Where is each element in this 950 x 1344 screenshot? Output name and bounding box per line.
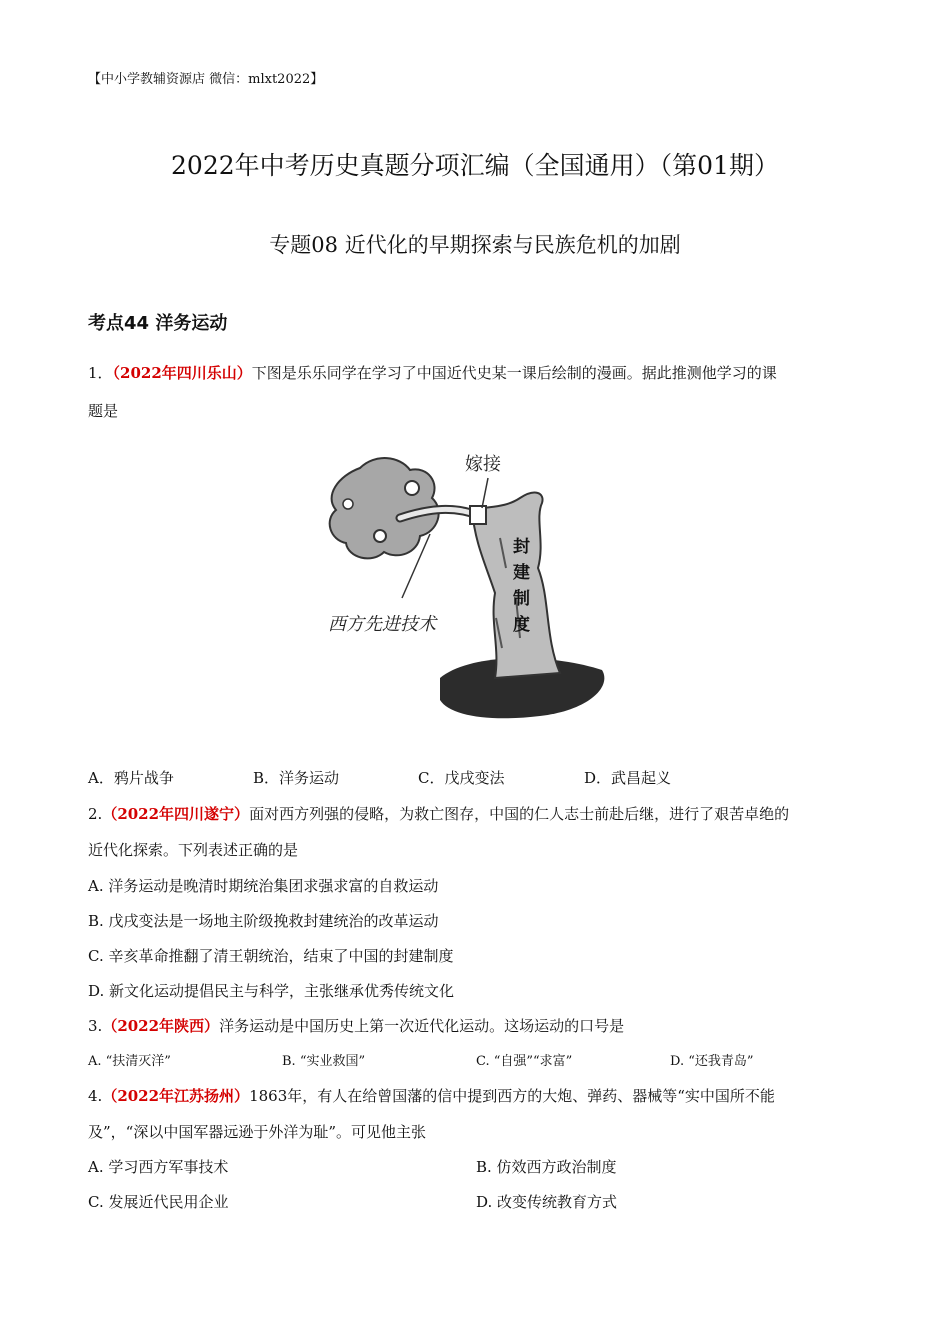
option-a: A. 学习西方军事技术 xyxy=(88,1158,229,1176)
crown-spot xyxy=(343,499,353,509)
option-a: A．鸦片战争 xyxy=(88,769,174,787)
question-2-line-1 xyxy=(88,803,789,824)
label-system-char: 建 xyxy=(513,563,530,583)
document-title: 2022年中考历史真题分项汇编（全国通用）（第01期） xyxy=(171,151,779,180)
option-c: C. 辛亥革命推翻了清王朝统治，结束了中国的封建制度 xyxy=(88,947,454,965)
label-graft: 嫁接 xyxy=(465,454,501,475)
question-stem: 面对西方列强的侵略，为救亡图存，中国的仁人志士前赴后继，进行了艰苦卓绝的 xyxy=(249,805,790,823)
question-source: （2022年陕西） xyxy=(102,1017,220,1035)
option-b: B. 仿效西方政治制度 xyxy=(476,1158,617,1176)
question-2-line-2: 近代化探索。下列表述正确的是 xyxy=(88,841,299,859)
question-source: （2022年四川乐山） xyxy=(112,364,252,382)
option-c: C. “自强”“求富” xyxy=(476,1054,573,1069)
option-d: D. 改变传统教育方式 xyxy=(476,1193,618,1211)
option-a: A. 洋务运动是晚清时期统治集团求强求富的自救运动 xyxy=(88,877,439,895)
question-source: （2022年江苏扬州） xyxy=(102,1087,250,1105)
question-4-line-1 xyxy=(88,1085,775,1106)
question-number: 3. xyxy=(88,1017,103,1035)
question-stem: 1863年，有人在给曾国藩的信中提到西方的大炮、弹药、器械等“实中国所不能 xyxy=(249,1087,775,1105)
option-c: C．戊戌变法 xyxy=(418,769,505,787)
label-system-char: 度 xyxy=(513,615,530,635)
option-d: D. “还我青岛” xyxy=(670,1054,754,1069)
crown-spot xyxy=(405,481,419,495)
option-b: B．洋务运动 xyxy=(253,769,340,787)
question-stem: 下图是乐乐同学在学习了中国近代史某一课后绘制的漫画。据此推测他学习的课 xyxy=(251,364,777,382)
option-c: C. 发展近代民用企业 xyxy=(88,1193,229,1211)
document-subtitle: 专题08 近代化的早期探索与民族危机的加剧 xyxy=(269,233,681,257)
question-1-line-1 xyxy=(88,362,777,383)
question-number: 2. xyxy=(88,805,103,823)
question-source: （2022年四川遂宁） xyxy=(102,805,250,823)
graft-pointer xyxy=(482,478,488,508)
option-d: D. 新文化运动提倡民主与科学，主张继承优秀传统文化 xyxy=(88,982,455,1000)
option-b: B. 戊戌变法是一场地主阶级挽救封建统治的改革运动 xyxy=(88,912,439,930)
question-number: 4. xyxy=(88,1087,103,1105)
label-system-char: 封 xyxy=(513,537,530,557)
graft-binding xyxy=(470,506,486,524)
question-stem: 洋务运动是中国历史上第一次近代化运动。这场运动的口号是 xyxy=(219,1017,625,1035)
section-heading: 考点44 洋务运动 xyxy=(88,313,228,334)
option-a: A. “扶清灭洋” xyxy=(88,1054,171,1069)
question-4-line-2: 及”，“深以中国军器远逊于外洋为耻”。可见他主张 xyxy=(88,1123,427,1141)
crown-spot xyxy=(374,530,386,542)
watermark: 【中小学教辅资源店 微信：mlxt2022】 xyxy=(88,72,324,87)
option-b: B. “实业救国” xyxy=(282,1054,366,1069)
option-d: D．武昌起义 xyxy=(584,769,672,787)
cartoon-figure xyxy=(320,448,620,726)
question-3-line-1 xyxy=(88,1015,624,1036)
label-system-char: 制 xyxy=(513,589,530,609)
label-tech: 西方先进技术 xyxy=(328,614,436,635)
question-number: 1． xyxy=(88,364,113,382)
question-1-line-2: 题是 xyxy=(88,402,119,420)
